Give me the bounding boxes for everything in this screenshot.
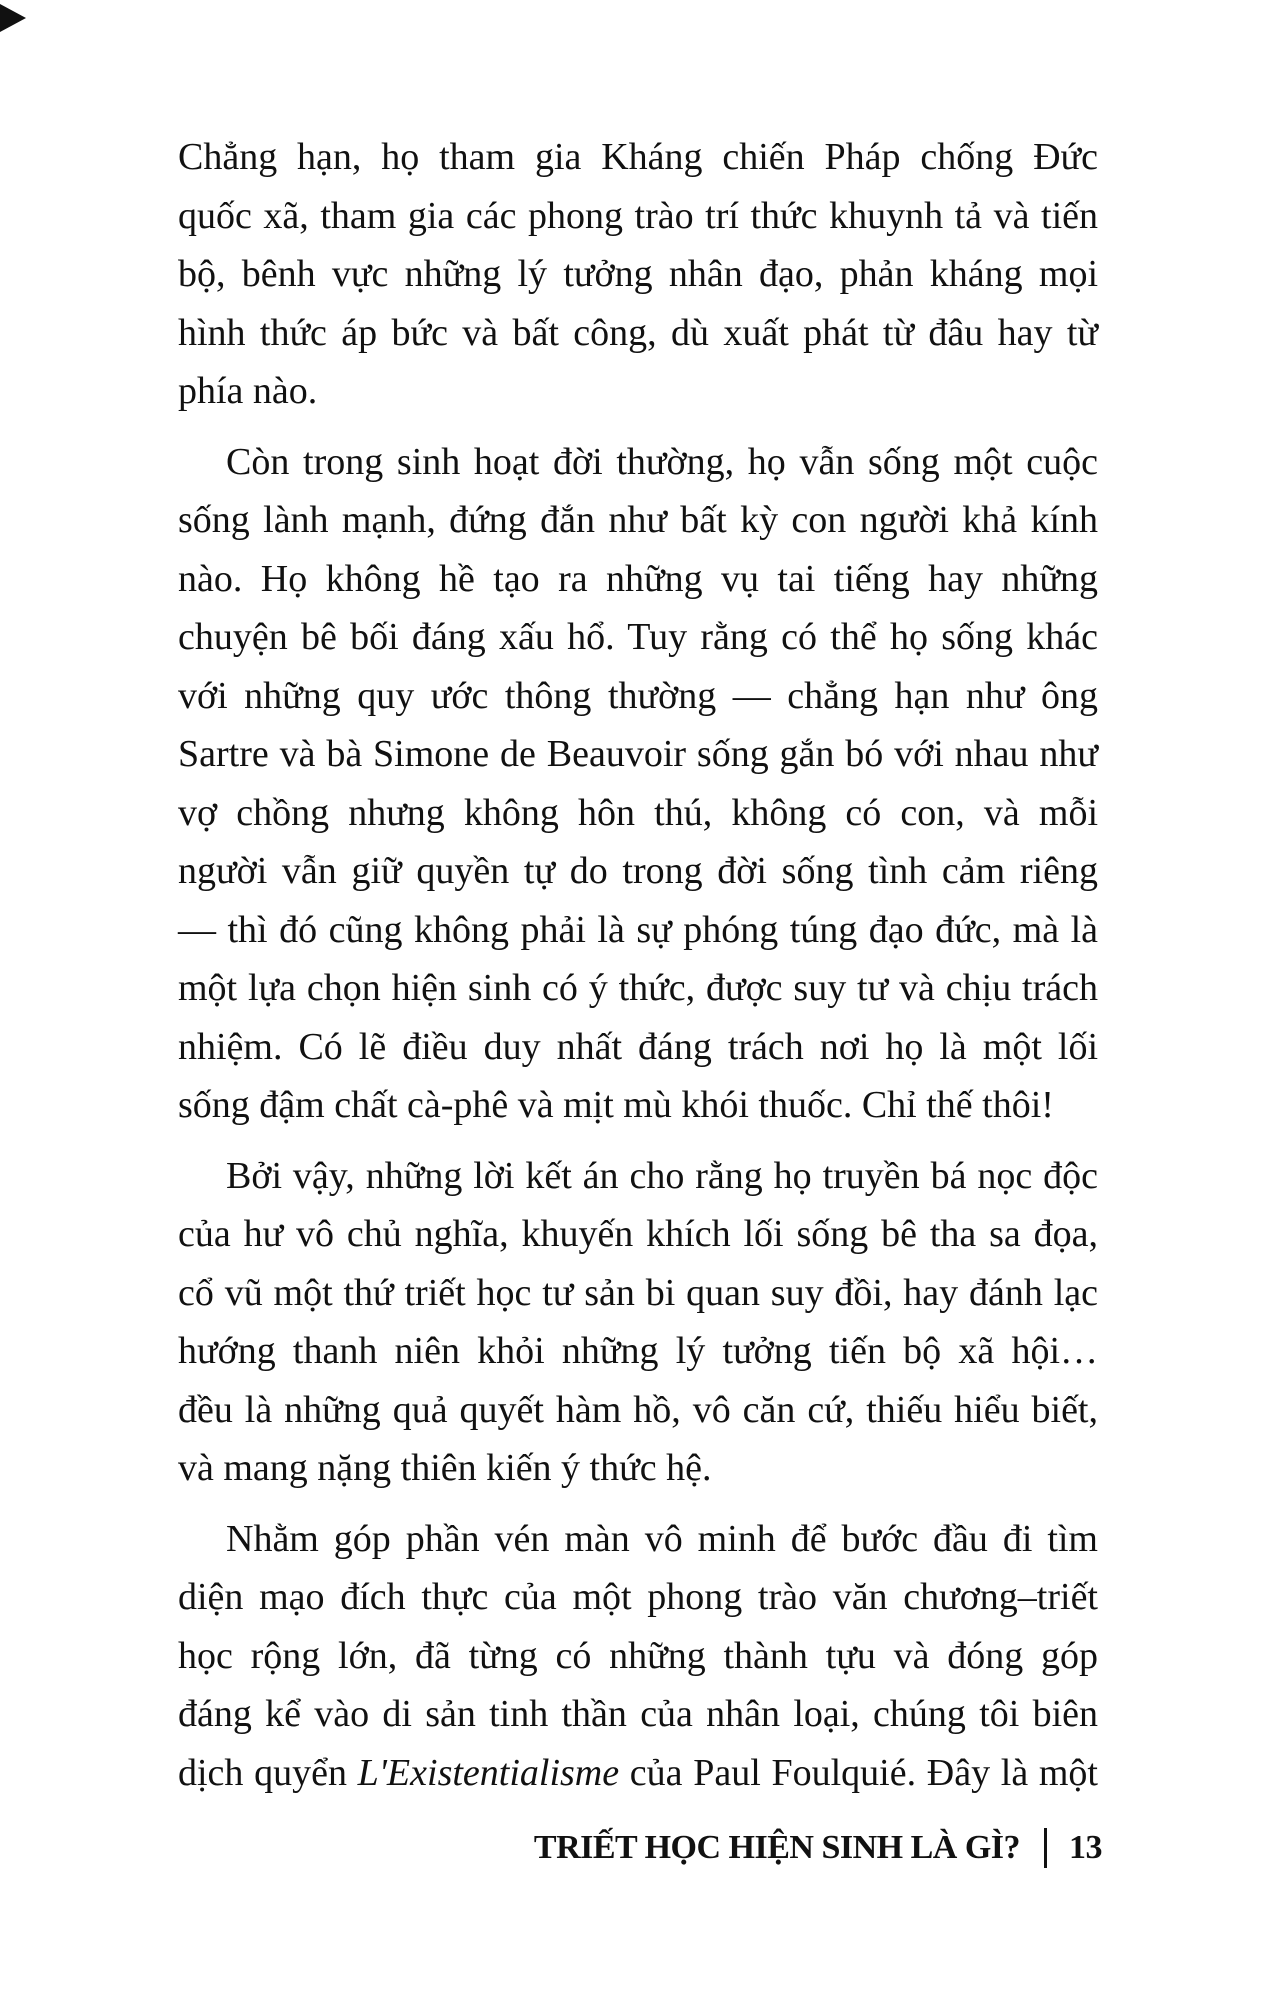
text-line: nhiệm. Có lẽ điều duy nhất đáng trách nơi họ là một lối — [178, 1025, 1098, 1068]
running-footer — [534, 1828, 1102, 1868]
text-line: của hư vô chủ nghĩa, khuyến khích lối sống bê tha sa đọa, — [178, 1213, 1098, 1255]
text-line: hướng thanh niên khỏi những lý tưởng tiến bộ xã hội… — [178, 1330, 1098, 1372]
text-line: hình thức áp bức và bất công, dù xuất phát từ đâu hay từ — [178, 311, 1098, 354]
text-line: Bởi vậy, những lời kết án cho rằng họ truyền bá nọc độc — [226, 1154, 1098, 1197]
text-line: nào. Họ không hề tạo ra những vụ tai tiếng hay những — [178, 557, 1098, 600]
text-line: Nhằm góp phần vén màn vô minh để bước đầu đi tìm — [226, 1517, 1098, 1560]
text-line: Chẳng hạn, họ tham gia Kháng chiến Pháp chống Đức — [178, 136, 1098, 178]
text-line: sống lành mạnh, đứng đắn như bất kỳ con người khả kính — [178, 499, 1098, 541]
paragraph-2 — [178, 433, 1098, 1135]
text-line: vợ chồng nhưng không hôn thú, không có con, và mỗi — [178, 791, 1098, 834]
text-line: người vẫn giữ quyền tự do trong đời sống tình cảm riêng — [178, 850, 1098, 892]
text-line: với những quy ước thông thường — chẳng hạn như ông — [178, 674, 1098, 717]
running-title: TRIẾT HỌC HIỆN SINH LÀ GÌ? — [533, 1829, 1020, 1866]
text-line: bộ, bênh vực những lý tưởng nhân đạo, phản kháng mọi — [178, 253, 1098, 295]
text-line: đều là những quả quyết hàm hồ, vô căn cứ, thiếu hiểu biết, — [178, 1388, 1098, 1431]
text-line-with-book-title — [178, 1744, 1098, 1803]
footer-divider — [1044, 1828, 1047, 1868]
text-segment: của Paul Foulquié. Đây là một — [619, 1751, 1098, 1794]
text-line: và mang nặng thiên kiến ý thức hệ. — [178, 1447, 712, 1489]
text-line: Còn trong sinh hoạt đời thường, họ vẫn sống một cuộc — [226, 440, 1098, 483]
text-line: — thì đó cũng không phải là sự phóng túng đạo đức, mà là — [178, 908, 1098, 951]
paragraph-1 — [178, 128, 1098, 421]
text-segment: dịch quyển — [178, 1751, 358, 1794]
text-line: quốc xã, tham gia các phong trào trí thức khuynh tả và tiến — [178, 194, 1098, 237]
text-line: một lựa chọn hiện sinh có ý thức, được suy tư và chịu trách — [178, 967, 1098, 1009]
text-line: học rộng lớn, đã từng có những thành tựu và đóng góp — [178, 1634, 1098, 1677]
text-line: phía nào. — [178, 370, 318, 412]
text-line: sống đậm chất cà-phê và mịt mù khói thuốc. Chỉ thế thôi! — [178, 1084, 1054, 1126]
text-line: chuyện bê bối đáng xấu hổ. Tuy rằng có thể họ sống khác — [178, 616, 1098, 658]
page-corner-marker — [0, 4, 26, 32]
paragraph-4 — [178, 1510, 1098, 1803]
text-line: Sartre và bà Simone de Beauvoir sống gắn bó với nhau như — [178, 733, 1098, 775]
text-line: cổ vũ một thứ triết học tư sản bi quan suy đồi, hay đánh lạc — [178, 1271, 1098, 1314]
page-number: 13 — [1069, 1829, 1102, 1866]
paragraph-3 — [178, 1147, 1098, 1498]
text-line: đáng kể vào di sản tinh thần của nhân loại, chúng tôi biên — [178, 1693, 1098, 1735]
book-title: L'Existentialisme — [357, 1751, 620, 1794]
text-line: diện mạo đích thực của một phong trào văn chương–triết — [178, 1576, 1098, 1618]
page-body — [178, 128, 1098, 1814]
